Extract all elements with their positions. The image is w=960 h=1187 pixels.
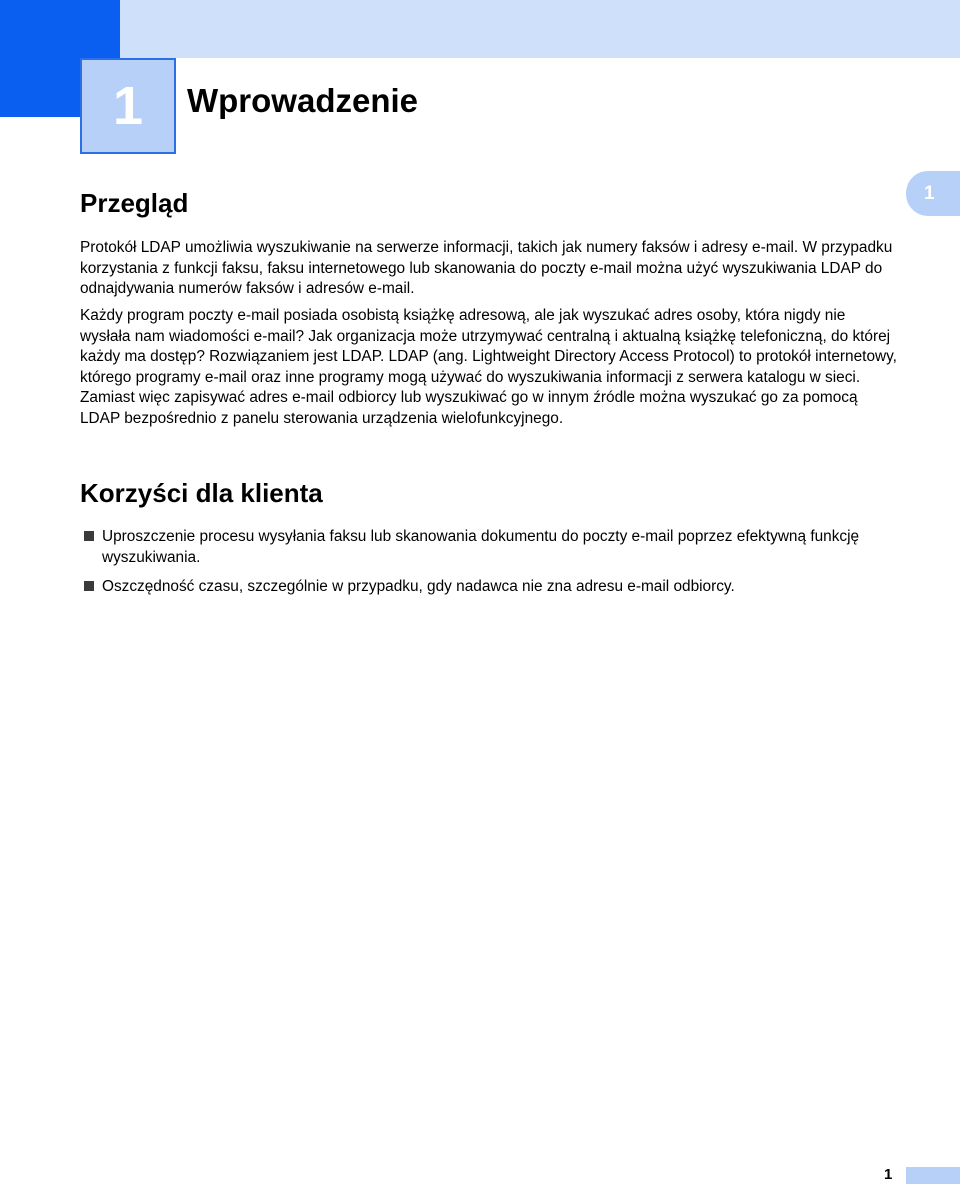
chapter-side-tab <box>906 171 960 216</box>
chapter-title: Wprowadzenie <box>187 82 419 119</box>
square-bullet-icon <box>84 581 94 591</box>
side-tab-label: 1 <box>924 182 935 204</box>
list-item-text: Oszczędność czasu, szczególnie w przypadku, gdy nadawca nie zna adresu e-mail odbiorcy. <box>102 578 735 595</box>
section-title-overview: Przegląd <box>80 188 189 218</box>
chapter-number-box <box>80 58 176 154</box>
list-item-text: Uproszczenie procesu wysyłania faksu lub skanowania dokumentu do poczty e-mail poprzez efektywną funkcję wyszukiwania. <box>102 528 860 566</box>
page-number: 1 <box>884 1166 893 1183</box>
list-item <box>80 576 910 597</box>
benefits-list <box>80 526 910 605</box>
section-title-benefits: Korzyści dla klienta <box>80 478 323 508</box>
list-item <box>80 526 910 568</box>
overview-paragraph-2: Każdy program poczty e-mail posiada osobistą książkę adresową, ale jak wyszukać adres osoby, która nigdy nie wysłała nam wiadomości e-mail? Jak organizacja może utrzymywać centralną i aktualną książkę telefoniczną, do której każdy ma dostęp? Rozwiązaniem jest LDAP. LDAP (ang. Lightweight Directory Access Protocol) to protokół internetowy, którego programy e-mail oraz inne programy mogą używać do wyszukiwania informacji z serwera katalogu w sieci. Zamiast więc zapisywać adres e-mail odbiorcy lub wyszukiwać go w innym źródle można wyszukać go za pomocą LDAP bezpośrednio z panelu sterowania urządzenia wielofunkcyjnego. <box>80 307 897 427</box>
square-bullet-icon <box>84 531 94 541</box>
chapter-number: 1 <box>112 76 144 136</box>
overview-paragraph-1: Protokół LDAP umożliwia wyszukiwanie na serwerze informacji, takich jak numery faksów i adresy e-mail. W przypadku korzystania z funkcji faksu, faksu internetowego lub skanowania do poczty e-mail można użyć wyszukiwania LDAP do odnajdywania numerów faksów i adresów e-mail. <box>80 239 893 297</box>
footer-accent-bar <box>906 1167 960 1184</box>
header-band <box>120 0 960 58</box>
